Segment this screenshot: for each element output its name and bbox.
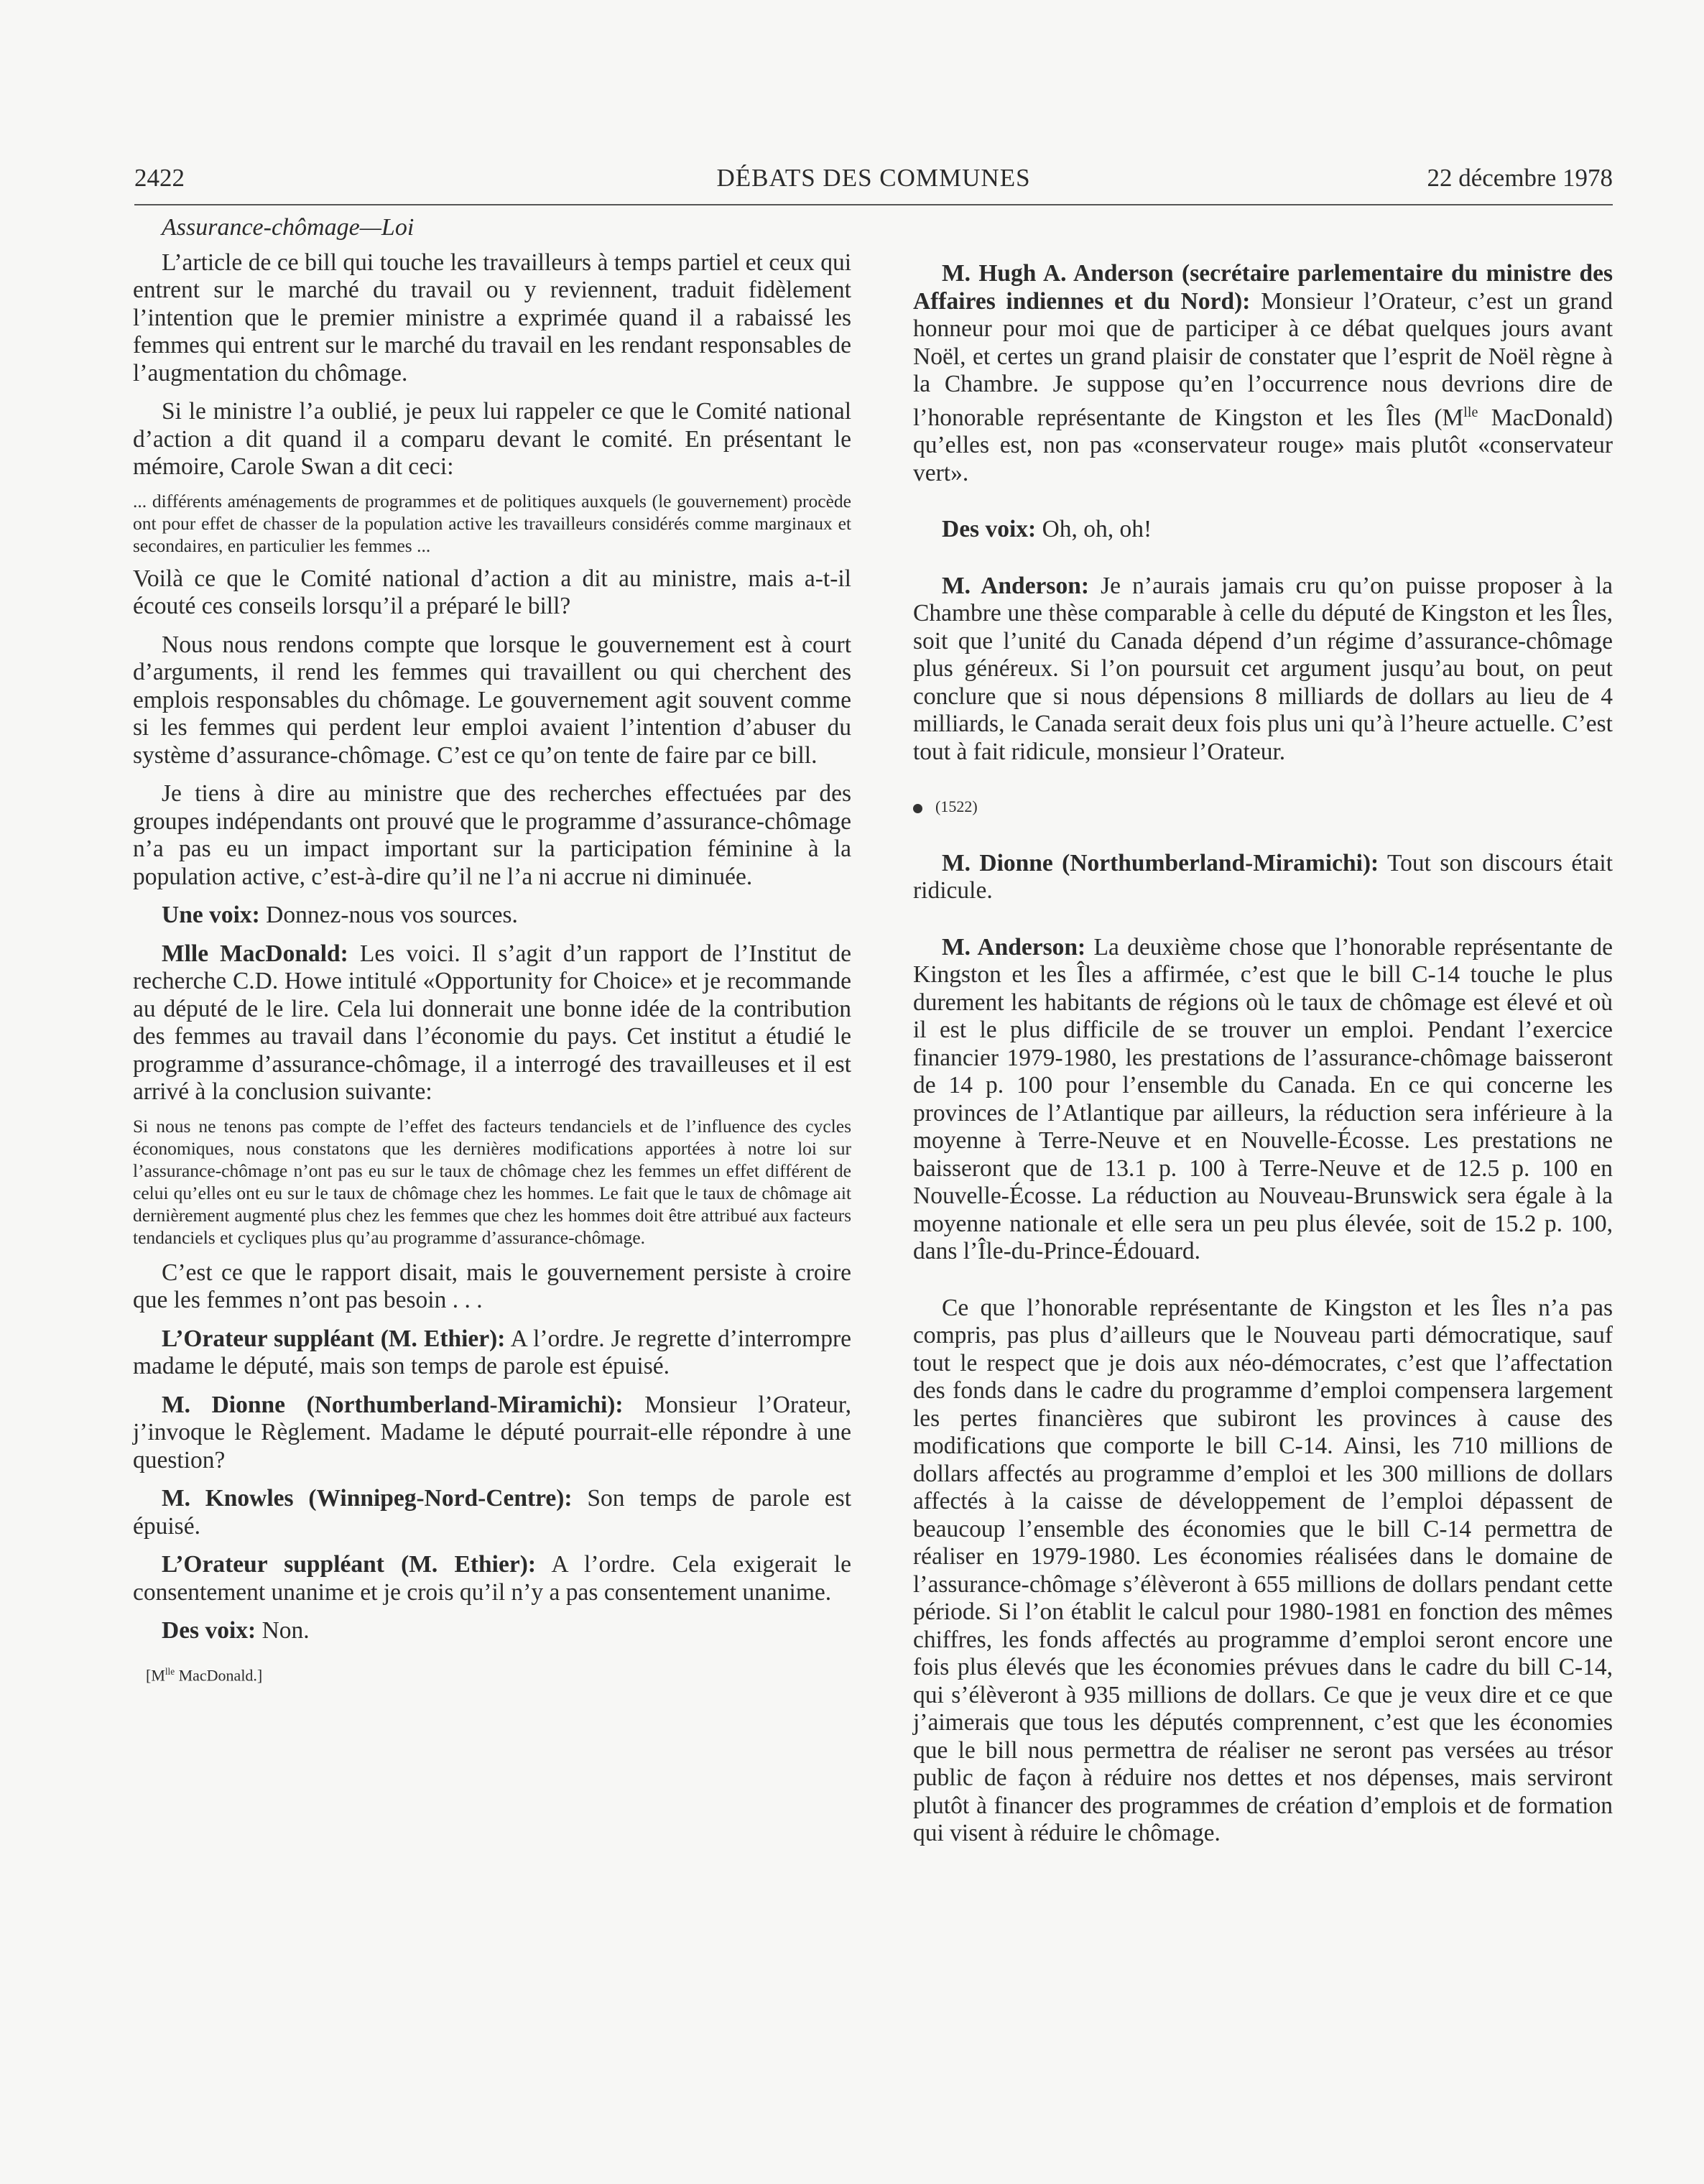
speech-entry <box>133 940 851 1106</box>
block-quote: ... différents aménagements de programmes et de politiques auxquels (le gouvernement) procède ont pour effet de chasser de la population active les travailleurs considérés comme marginaux et secondaires, en particulier les femmes ... <box>133 490 851 556</box>
paragraph: Nous nous rendons compte que lorsque le gouvernement est à court d’arguments, il rend les femmes qui travaillent ou qui cherchent des emplois responsables du chômage. Le gouvernement agit souvent comme si les femmes qui perdent leur emploi avaient l’intention d’abuser du système d’assurance-chômage. C’est ce qu’on tente de faire par ce bill. <box>133 631 851 769</box>
speech-entry <box>913 934 1613 1266</box>
paragraph: C’est ce que le rapport disait, mais le gouvernement persiste à croire que les femmes n’ont pas besoin . . . <box>133 1259 851 1313</box>
speech-entry <box>913 516 1613 544</box>
speech-text: Non. <box>256 1617 310 1644</box>
speech-entry: M. Hugh A. Anderson (secrétaire parlementaire du ministre des Affaires indiennes et du Nord): Monsieur l’Orateur, c’est un grand honneur pour moi que de participer à ce débat quelques jours avant Noël, et certes un grand plaisir de constater que l’esprit de Noël règne à la Chambre. Je suppose qu’en l’occurrence nous devrions dire de l’honorable représentante de Kingston et les Îles ($M^{lle}$ MacDonald) qu’elles est, non pas «conservateur rouge» mais plutôt «conservateur vert». <box>913 260 1613 486</box>
speech-text: Les voici. Il s’agit d’un rapport de l’Institut de recherche C.D. Howe intitulé «Opportunity for Choice» et je recommande au député de le lire. Cela lui donnerait une bonne idée de la contribution des femmes au travail dans l’économie du pays. Cet institut a étudié le programme d’assurance-chômage, il a interrogé des travailleuses et il est arrivé à la conclusion suivante: <box>133 940 851 1105</box>
issue-date: 22 décembre 1978 <box>1427 164 1613 192</box>
speech-entry <box>913 573 1613 767</box>
right-column <box>913 214 1613 1848</box>
speaker-name: M. Dionne (Northumberland-Miramichi): <box>942 849 1379 876</box>
speaker-footnote: [$M^{lle}$ MacDonald.] <box>146 1665 263 1684</box>
speaker-name: M. Anderson: <box>942 933 1086 961</box>
speech-text: A l’ordre. Cela exigerait le consentement unanime et je crois qu’il n’y a pas consentement unanime. <box>133 1551 851 1606</box>
speech-text: La deuxième chose que l’honorable représentante de Kingston et les Îles a affirmée, c’est que le bill C-14 touche le plus durement les habitants de régions où le taux de chômage est élevé et où il est le plus difficile de se trouver un emploi. Pendant l’exercice financier 1979-1980, les prestations de l’assurance-chômage baisseront de 14 p. 100 pour l’ensemble du Canada. En ce qui concerne les provinces de l’Atlantique par ailleurs, la réduction sera inférieure à la moyenne à Terre-Neuve et en Nouvelle-Écosse. Les prestations ne baisseront que de 13.1 p. 100 à Terre-Neuve et de 12.5 p. 100 en Nouvelle-Écosse. La réduction au Nouveau-Brunswick sera égale à la moyenne nationale et elle sera un peu plus élevée, soit de 15.2 p. 100, dans l’Île-du-Prince-Édouard. <box>913 933 1613 1265</box>
speaker-name: Mlle MacDonald: <box>162 940 348 967</box>
page-number: 2422 <box>134 164 185 192</box>
speaker-name: M. Knowles (Winnipeg-Nord-Centre): <box>162 1485 573 1512</box>
subject-heading: Assurance-chômage—Loi <box>162 214 415 241</box>
bullet-dot-icon <box>913 804 922 813</box>
speech-entry <box>913 850 1613 905</box>
left-column <box>133 214 851 1689</box>
speaker-name: L’Orateur suppléant (M. Ethier): <box>162 1551 537 1578</box>
speech-text: Monsieur l’Orateur, j’invoque le Règlement. Madame le député pourrait-elle répondre à une question? <box>133 1391 851 1473</box>
speaker-name: Des voix: <box>942 516 1037 543</box>
speech-entry <box>133 1325 851 1381</box>
speech-text: Donnez-nous vos sources. <box>259 902 518 928</box>
speaker-name: Une voix: <box>162 902 260 928</box>
speaker-name: M. Hugh A. Anderson (secrétaire parlementaire du ministre des Affaires indiennes et du Nord): <box>913 260 1613 315</box>
speech-entry <box>133 902 851 930</box>
speech-text: A l’ordre. Je regrette d’interrompre madame le député, mais son temps de parole est épuisé. <box>133 1325 851 1379</box>
paragraph: Je tiens à dire au ministre que des recherches effectuées par des groupes indépendants ont prouvé que le programme d’assurance-chômage n’a pas eu un impact important sur la participation féminine à la population active, c’est-à-dire qu’il ne l’a ni accrue ni diminuée. <box>133 780 851 890</box>
paragraph: Ce que l’honorable représentante de Kingston et les Îles n’a pas compris, pas plus d’ailleurs que le Nouveau parti démocratique, sauf tout le respect que je dois aux néo-démocrates, c’est que l’affectation des fonds dans le cadre du programme d’emploi compensera largement les pertes financières que subiront les provinces à cause des modifications que comporte le bill C-14. Ainsi, les 710 millions de dollars affectés au programme d’emploi et les 300 millions de dollars affectés à la caisse de développement de l’emploi dépassent de beaucoup l’ensemble des économies que le bill C-14 permettra de réaliser en 1979-1980. Les économies réalisées dans le domaine de l’assurance-chômage s’élèveront à 655 millions de dollars pendant cette période. Si l’on établit le calcul pour 1980-1981 en fonction des mêmes chiffres, les fonds affectés au programme d’emploi seront encore une fois plus élevés que les économies prévues dans le cadre du bill C-14, qui s’élèveront à 935 millions de dollars. Ce que je veux dire et ce que j’aimerais que tous les députés comprennent, c’est que les économies que le bill nous permettra de réaliser ne seront pas versées au trésor public de façon à réduire nos dettes et nos dépenses, mais serviront plutôt à financer des programmes de création d’emplois et de formation qui visent à réduire le chômage. <box>913 1294 1613 1847</box>
speech-text: Tout son discours était ridicule. <box>913 849 1613 904</box>
speech-text: Son temps de parole est épuisé. <box>133 1485 851 1540</box>
paragraph: Si le ministre l’a oublié, je peux lui rappeler ce que le Comité national d’action a dit quand il a comparu devant le comité. En présentant le mémoire, Carole Swan a dit ceci: <box>133 398 851 480</box>
speech-text: Je n’aurais jamais cru qu’on puisse proposer à la Chambre une thèse comparable à celle du député de Kingston et les Îles, soit que l’unité du Canada dépend d’un régime d’assurance-chômage plus généreux. Si l’on poursuit cet argument jusqu’au bout, on peut conclure que si nous dépensions 8 milliards de dollars au lieu de 4 milliards, le Canada serait deux fois plus uni qu’à l’heure actuelle. C’est tout à fait ridicule, monsieur l’Orateur. <box>913 572 1613 765</box>
speech-entry <box>133 1551 851 1606</box>
time-marker: (1522) <box>913 793 1613 821</box>
speech-entry <box>133 1617 851 1645</box>
paragraph: Voilà ce que le Comité national d’action a dit au ministre, mais a-t-il écouté ces conseils lorsqu’il a préparé le bill? <box>133 565 851 619</box>
speech-entry <box>133 1485 851 1540</box>
speaker-name: M. Anderson: <box>942 572 1089 599</box>
publication-title: DÉBATS DES COMMUNES <box>716 164 1031 192</box>
speaker-name: Des voix: <box>162 1617 256 1644</box>
page-header <box>134 164 1613 205</box>
speech-text: Oh, oh, oh! <box>1036 516 1152 543</box>
speech-entry <box>133 1392 851 1475</box>
paragraph: L’article de ce bill qui touche les travailleurs à temps partiel et ceux qui entrent sur le marché du travail ou y reviennent, traduit fidèlement l’intention que le premier ministre a exprimée quand il a rabaissé les femmes qui entrent sur le marché du travail en les rendant responsables de l’augmentation du chômage. <box>133 249 851 387</box>
block-quote: Si nous ne tenons pas compte de l’effet des facteurs tendanciels et de l’influence des cycles économiques, nous constatons que les dernières modifications apportées à notre loi sur l’assurance-chômage n’ont pas eu sur le taux de chômage chez les femmes un effet différent de celui qu’elles ont eu sur le taux de chômage chez les hommes. Le fait que le taux de chômage ait dernièrement augmenté plus chez les femmes que chez les hommes doit être attribué aux facteurs tendanciels et cycliques plus qu’au programme d’assurance-chômage. <box>133 1115 851 1248</box>
speaker-name: L’Orateur suppléant (M. Ethier): <box>162 1325 506 1352</box>
speaker-name: M. Dionne (Northumberland-Miramichi): <box>162 1391 624 1418</box>
